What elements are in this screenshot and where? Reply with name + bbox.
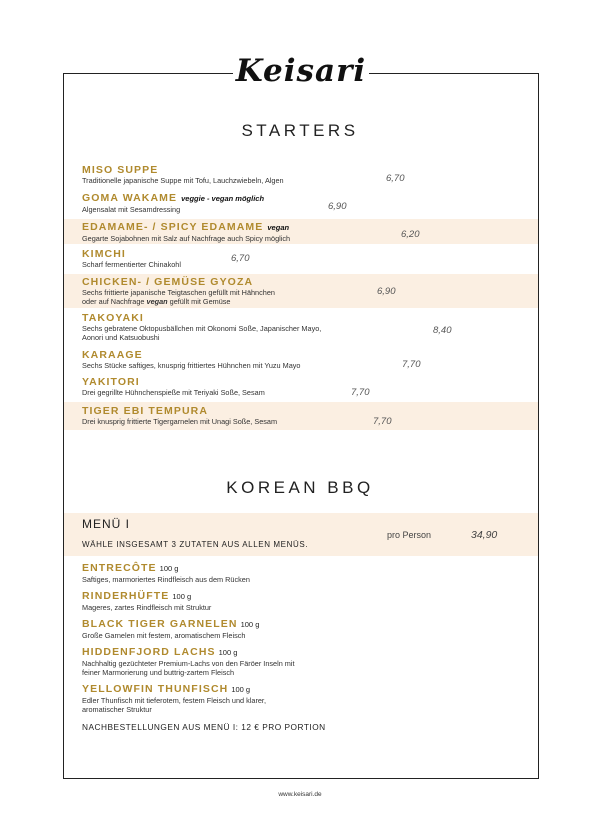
- item-price: 7,70: [373, 416, 392, 427]
- vegan-tag: vegan: [146, 297, 168, 306]
- item-desc: Algensalat mit Sesamdressing: [82, 205, 181, 214]
- menu-header-box: [64, 513, 538, 556]
- bbq-item: [64, 590, 538, 614]
- menu-item: [64, 219, 538, 244]
- item-qty: 100 g: [218, 648, 238, 657]
- brand-logo: Keisari: [233, 51, 369, 91]
- item-name: RINDERHÜFTE: [82, 590, 170, 602]
- item-desc: Sechs Stücke saftiges, knusprig frittiertes Hühnchen mit Yuzu Mayo: [82, 361, 301, 370]
- item-price: 6,20: [401, 229, 420, 240]
- item-desc: Drei knusprig frittierte Tigergarnelen mit Unagi Soße, Sesam: [82, 417, 278, 426]
- item-name: KIMCHI: [82, 248, 126, 260]
- item-tag: vegan: [267, 223, 290, 232]
- menu-item: [64, 274, 538, 308]
- item-desc: Traditionelle japanische Suppe mit Tofu, Lauchzwiebeln, Algen: [82, 176, 284, 185]
- item-desc: feiner Marmorierung und buttrig-zartem Fleisch: [82, 668, 235, 677]
- item-desc: Sechs gebratene Oktopusbällchen mit Okonomi Soße, Japanischer Mayo,: [82, 324, 322, 333]
- menu-item: [64, 376, 538, 400]
- item-desc: aromatischer Struktur: [82, 705, 152, 714]
- item-desc: Aonori und Katsuobushi: [82, 333, 160, 342]
- starters-title: STARTERS: [241, 121, 359, 140]
- item-name: ENTRECÔTE: [82, 562, 157, 574]
- item-qty: 100 g: [240, 620, 260, 629]
- item-desc: Drei gegrillte Hühnchenspieße mit Teriyaki Soße, Sesam: [82, 388, 265, 397]
- korean-bbq-title: KOREAN BBQ: [226, 478, 374, 497]
- item-price: 6,70: [231, 253, 250, 264]
- item-name: EDAMAME- / SPICY EDAMAME: [82, 221, 264, 233]
- item-name: MISO SUPPE: [82, 164, 159, 176]
- menu-item: [64, 192, 538, 216]
- item-name: BLACK TIGER GARNELEN: [82, 618, 238, 630]
- website-link[interactable]: www.keisari.de: [278, 791, 322, 798]
- menu-title: MENÜ I: [82, 517, 130, 531]
- item-desc: Mageres, zartes Rindfleisch mit Struktur: [82, 603, 212, 612]
- item-name: TIGER EBI TEMPURA: [82, 405, 209, 417]
- item-price: 6,90: [377, 286, 396, 297]
- item-price: 6,90: [328, 201, 347, 212]
- menu-subtitle: WÄHLE INSGESAMT 3 ZUTATEN AUS ALLEN MENÜS.: [82, 540, 309, 549]
- item-desc: Große Garnelen mit festem, aromatischem Fleisch: [82, 631, 246, 640]
- item-desc: Sechs frittierte japanische Teigtaschen gefüllt mit Hähnchen: [82, 288, 275, 297]
- item-desc: Scharf fermentierter Chinakohl: [82, 260, 181, 269]
- item-desc: Gegarte Sojabohnen mit Salz auf Nachfrage auch Spicy möglich: [82, 234, 291, 243]
- item-desc: Edler Thunfisch mit tieferotem, festem Fleisch und klarer,: [82, 696, 266, 705]
- item-name: YAKITORI: [82, 376, 140, 388]
- item-price: 7,70: [402, 359, 421, 370]
- item-desc: Nachhaltig gezüchteter Premium-Lachs von den Färöer Inseln mit: [82, 659, 295, 668]
- bbq-item: [64, 562, 538, 586]
- reorder-note: NACHBESTELLUNGEN AUS MENÜ I: 12 € PRO PORTION: [82, 722, 326, 732]
- bbq-item: [64, 618, 538, 642]
- item-name: YELLOWFIN THUNFISCH: [82, 683, 229, 695]
- item-desc: Saftiges, marmoriertes Rindfleisch aus dem Rücken: [82, 575, 250, 584]
- item-name: TAKOYAKI: [82, 312, 144, 324]
- item-tag: veggie - vegan möglich: [181, 194, 265, 203]
- item-name: KARAAGE: [82, 349, 143, 361]
- menu-item: [64, 164, 538, 188]
- menu-item: [64, 312, 538, 346]
- item-name: CHICKEN- / GEMÜSE GYOZA: [82, 276, 254, 288]
- menu-item: [64, 349, 538, 373]
- bbq-item: [64, 646, 538, 680]
- item-price: 7,70: [351, 387, 370, 398]
- item-qty: 100 g: [231, 685, 251, 694]
- item-desc: oder auf Nachfrage vegan gefüllt mit Gemüse: [82, 297, 231, 306]
- item-price: 6,70: [386, 173, 405, 184]
- bbq-item: [64, 683, 538, 717]
- item-price: 8,40: [433, 325, 452, 336]
- item-qty: 100 g: [159, 564, 179, 573]
- item-name: GOMA WAKAME: [82, 192, 178, 204]
- item-name: HIDDENFJORD LACHS: [82, 646, 216, 658]
- menu-item: [64, 402, 538, 430]
- menu-item: [64, 248, 538, 272]
- item-qty: 100 g: [172, 592, 192, 601]
- per-person-label: pro Person: [387, 530, 432, 540]
- menu-price: 34,90: [471, 529, 498, 541]
